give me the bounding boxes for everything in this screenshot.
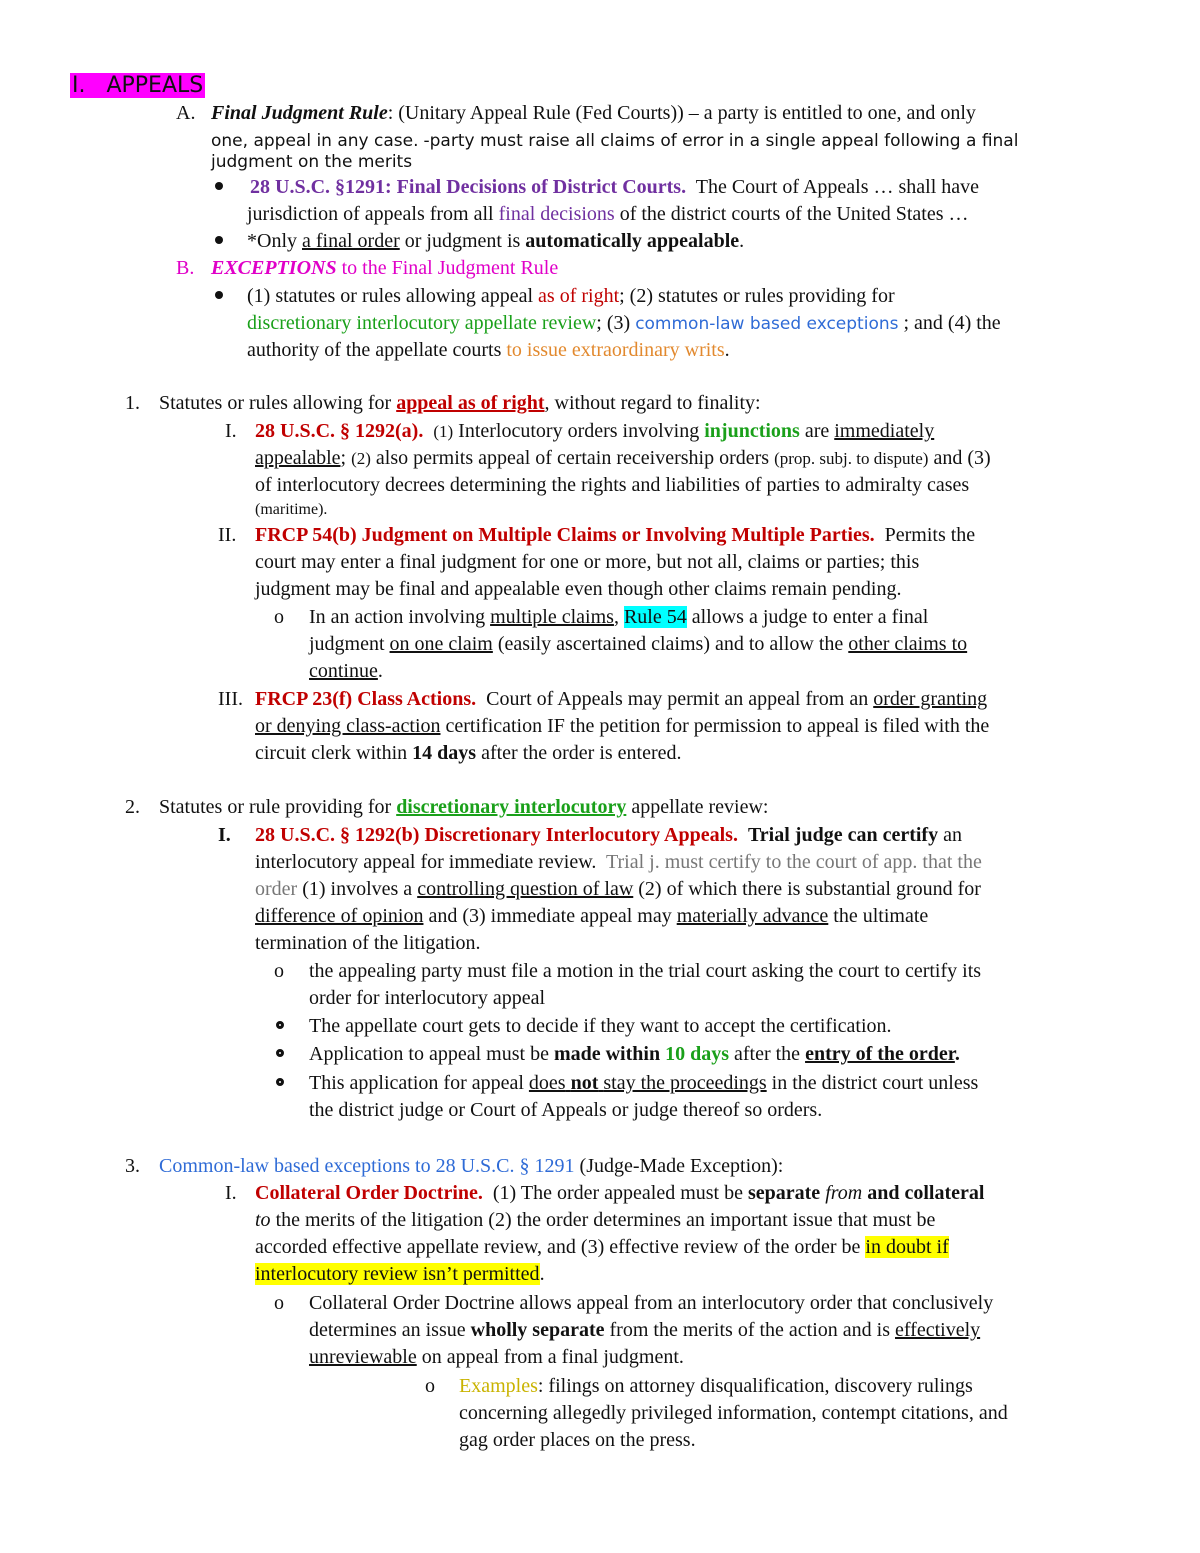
rule54-line-2: judgment on one claim (easily ascertained claims) and to allow the other claims to <box>309 633 968 655</box>
examples-line-3: gag order places on the press. <box>459 1429 696 1451</box>
1292b-line-2: interlocutory appeal for immediate review. Trial j. must certify to the court of app. that the <box>255 851 982 873</box>
circle-bullet-icon <box>276 1049 284 1057</box>
1292b-line-4: difference of opinion and (3) immediate appeal may materially advance the ultimate <box>255 905 929 927</box>
bullet-icon <box>215 236 223 244</box>
roman-marker-iii: III. <box>218 688 243 710</box>
final-judgment-rule-line-2: one, appeal in any case. -party must raise all claims of error in a single appeal following a final <box>211 131 1019 151</box>
1292a-line-2: appealable; (2) also permits appeal of certain receivership orders (prop. subj. to dispute) and (3) <box>255 447 991 469</box>
section-heading: I. APPEALS <box>72 73 204 98</box>
final-judgment-rule-line: Final Judgment Rule: (Unitary Appeal Rule (Fed Courts)) – a party is entitled to one, and only <box>211 102 976 124</box>
1292b-sub-1-line-2: order for interlocutory appeal <box>309 987 546 1009</box>
1292a-line-4: (maritime). <box>255 501 328 518</box>
frcp54b-line-3: judgment may be final and appealable even though other claims remain pending. <box>255 578 902 600</box>
outline-marker-b: B. <box>176 257 195 279</box>
list-number-1: 1. <box>125 392 140 414</box>
circle-bullet-icon <box>276 1021 284 1029</box>
frcp23f-line-3: circuit clerk within 14 days after the order is entered. <box>255 742 682 764</box>
sub-bullet-o: o <box>274 960 284 982</box>
collateral-line-2: to the merits of the litigation (2) the order determines an important issue that must be <box>255 1209 936 1231</box>
bullet-1291: 28 U.S.C. §1291: Final Decisions of District Courts. The Court of Appeals … shall have <box>250 176 980 198</box>
circle-bullet-icon <box>276 1078 284 1086</box>
final-judgment-rule-line-3: judgment on the merits <box>211 152 413 172</box>
roman-marker-i: I. <box>218 824 231 846</box>
rule54-line-3: continue. <box>309 660 383 682</box>
part2-heading: Statutes or rule providing for discretionary interlocutory appellate review: <box>159 796 769 818</box>
exceptions-list-line-2: discretionary interlocutory appellate review; (3) common-law based exceptions ; and (4) the <box>247 312 1001 334</box>
collateral-sub-line-3: unreviewable on appeal from a final judgment. <box>309 1346 684 1368</box>
1292b-line-3: order (1) involves a controlling question of law (2) of which there is substantial ground for <box>255 878 981 900</box>
1292b-line-1: 28 U.S.C. § 1292(b) Discretionary Interlocutory Appeals. Trial judge can certify an <box>255 824 962 846</box>
roman-marker-i: I. <box>225 420 237 442</box>
part3-heading: Common-law based exceptions to 28 U.S.C. § 1291 (Judge-Made Exception): <box>159 1155 784 1177</box>
1292b-sub-1-line-1: the appealing party must file a motion in the trial court asking the court to certify its <box>309 960 982 982</box>
bullet-final-order: *Only a final order or judgment is automatically appealable. <box>247 230 745 252</box>
sub-bullet-o: o <box>274 606 284 628</box>
collateral-line-3: accorded effective appellate review, and (3) effective review of the order be in doubt if <box>255 1236 949 1258</box>
1292b-sub-2: The appellate court gets to decide if they want to accept the certification. <box>309 1015 892 1037</box>
1292b-sub-3: Application to appeal must be made within 10 days after the entry of the order. <box>309 1043 960 1065</box>
list-number-3: 3. <box>125 1155 140 1177</box>
sub-bullet-o: o <box>274 1292 284 1314</box>
frcp54b-line-1: FRCP 54(b) Judgment on Multiple Claims or Involving Multiple Parties. Permits the <box>255 524 976 546</box>
frcp23f-line-2: or denying class-action certification IF the petition for permission to appeal is filed with the <box>255 715 990 737</box>
examples-line-2: concerning allegedly privileged information, contempt citations, and <box>459 1402 1008 1424</box>
1292b-sub-4-line-1: This application for appeal does not stay the proceedings in the district court unless <box>309 1072 979 1094</box>
exceptions-heading: EXCEPTIONS to the Final Judgment Rule <box>211 257 559 279</box>
bullet-icon <box>215 291 223 299</box>
collateral-sub-line-1: Collateral Order Doctrine allows appeal from an interlocutory order that conclusively <box>309 1292 994 1314</box>
outline-marker-a: A. <box>176 102 196 124</box>
1292a-line-3: of interlocutory decrees determining the rights and liabilities of parties to admiralty cases <box>255 474 970 496</box>
part1-heading: Statutes or rules allowing for appeal as of right, without regard to finality: <box>159 392 761 414</box>
exceptions-list-line-3: authority of the appellate courts to issue extraordinary writs. <box>247 339 730 361</box>
1292b-line-5: termination of the litigation. <box>255 932 481 954</box>
rule54-line-1: In an action involving multiple claims, Rule 54 allows a judge to enter a final <box>309 606 929 628</box>
roman-marker-i: I. <box>225 1182 237 1204</box>
bullet-icon <box>215 182 223 190</box>
1292a-line-1: 28 U.S.C. § 1292(a). (1) Interlocutory orders involving injunctions are immediately <box>255 420 935 442</box>
collateral-line-1: Collateral Order Doctrine. (1) The order appealed must be separate from and collateral <box>255 1182 985 1204</box>
list-number-2: 2. <box>125 796 140 818</box>
collateral-line-4: interlocutory review isn’t permitted. <box>255 1263 545 1285</box>
sub-bullet-o: o <box>425 1375 435 1397</box>
exceptions-list-line-1: (1) statutes or rules allowing appeal as of right; (2) statutes or rules providing for <box>247 285 895 307</box>
collateral-sub-line-2: determines an issue wholly separate from the merits of the action and is effectively <box>309 1319 981 1341</box>
frcp54b-line-2: court may enter a final judgment for one or more, but not all, claims or parties; this <box>255 551 920 573</box>
bullet-1291-line-2: jurisdiction of appeals from all final decisions of the district courts of the United States … <box>247 203 969 225</box>
examples-line-1: Examples: filings on attorney disqualification, discovery rulings <box>459 1375 973 1397</box>
roman-marker-ii: II. <box>218 524 237 546</box>
1292b-sub-4-line-2: the district judge or Court of Appeals or judge thereof so orders. <box>309 1099 823 1121</box>
frcp23f-line-1: FRCP 23(f) Class Actions. Court of Appeals may permit an appeal from an order granting <box>255 688 988 710</box>
